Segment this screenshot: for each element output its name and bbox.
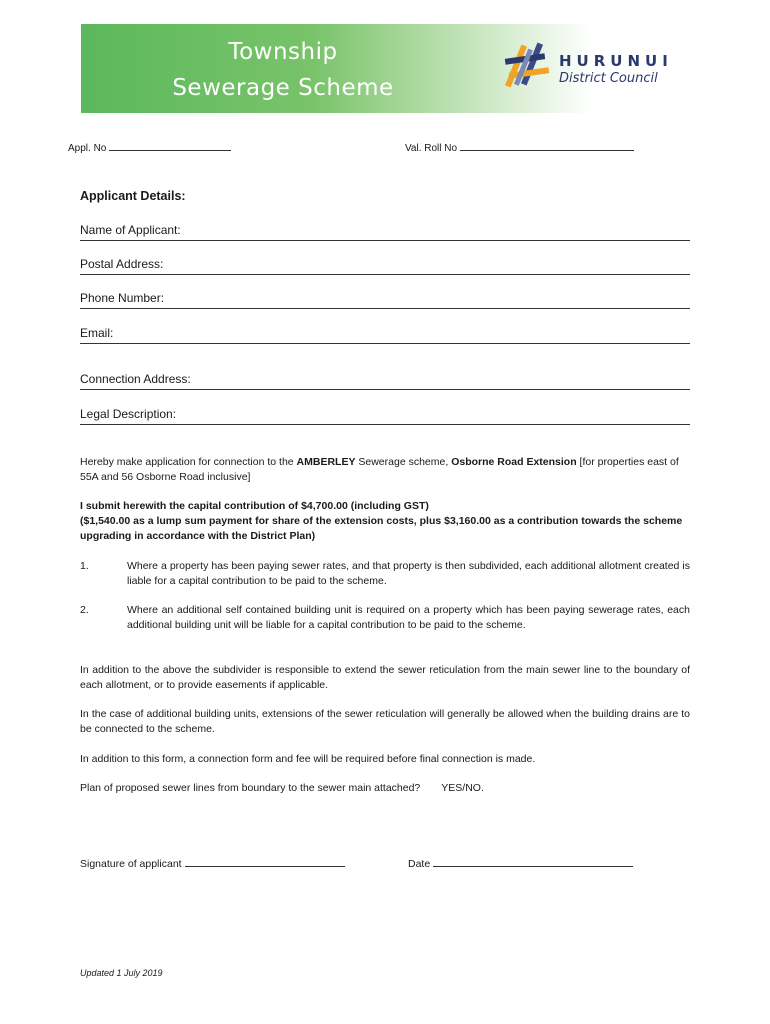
condition-2-text: Where an additional self contained building unit is required on a property which has been paying sewerage rates, each additional building unit will be liable for a capital contribution to be paid to the scheme.	[127, 604, 690, 631]
subdivider-note: In addition to the above the subdivider is responsible to extend the sewer reticulation from the main sewer line to the boundary of each allotment, or to provide easements if applicable.	[80, 664, 690, 691]
footer-updated: Updated 1 July 2019	[80, 968, 163, 978]
name-field[interactable]	[80, 222, 690, 241]
plan-answer[interactable]: YES/NO.	[441, 782, 484, 794]
appl-no-blank[interactable]	[109, 141, 231, 151]
intro-text-3: [for properties east of 55A and 56 Osborne Road inclusive]	[80, 456, 679, 483]
appl-no-field[interactable]	[68, 141, 231, 154]
intro-text-2: Sewerage scheme,	[355, 456, 452, 468]
postal-address-field[interactable]	[80, 256, 690, 275]
scheme-name: AMBERLEY	[296, 456, 356, 468]
council-logo	[499, 38, 684, 100]
plan-question-text: Plan of proposed sewer lines from boundary to the sewer main attached?	[80, 782, 421, 794]
name-label: Name of Applicant:	[80, 223, 181, 237]
phone-field[interactable]	[80, 290, 690, 309]
email-label: Email:	[80, 326, 114, 340]
val-roll-blank[interactable]	[460, 141, 634, 151]
document-title	[163, 34, 403, 106]
intro-text: Hereby make application for connection to the	[80, 456, 297, 468]
legal-description-field[interactable]	[80, 406, 690, 425]
hurunui-logo-icon	[499, 38, 555, 100]
signature-blank[interactable]	[185, 855, 345, 867]
date-label: Date	[408, 858, 431, 870]
condition-2-number: 2.	[80, 604, 89, 616]
contribution-line-1: I submit herewith the capital contribution of $4,700.00 (including GST)	[80, 500, 429, 512]
legal-description-label: Legal Description:	[80, 407, 177, 421]
date-field[interactable]	[408, 855, 633, 870]
phone-label: Phone Number:	[80, 291, 165, 305]
val-roll-label: Val. Roll No	[405, 143, 458, 154]
signature-label: Signature of applicant	[80, 858, 182, 870]
appl-no-label: Appl. No	[68, 143, 107, 154]
application-statement	[80, 455, 690, 485]
title-line-2: Sewerage Scheme	[172, 75, 394, 101]
postal-address-label: Postal Address:	[80, 257, 164, 271]
contribution-line-2: ($1,540.00 as a lump sum payment for share of the extension costs, plus $3,160.00 as a contribution towards the scheme upgrading in accordance with the District Plan)	[80, 515, 683, 542]
logo-subtitle: District Council	[559, 71, 658, 86]
building-units-note: In the case of additional building units, extensions of the sewer reticulation will generally be allowed when the building drains are to be connected to the scheme.	[80, 708, 690, 735]
applicant-heading: Applicant Details:	[80, 189, 186, 203]
date-blank[interactable]	[433, 855, 633, 867]
val-roll-field[interactable]	[405, 141, 634, 154]
connection-address-field[interactable]	[80, 371, 690, 390]
condition-1-number: 1.	[80, 560, 89, 572]
email-field[interactable]	[80, 325, 690, 344]
title-line-1: Township	[228, 39, 338, 65]
condition-1-text: Where a property has been paying sewer rates, and that property is then subdivided, each additional allotment created is liable for a capital contribution to be paid to the scheme.	[127, 560, 690, 587]
extension-name: Osborne Road Extension	[451, 456, 577, 468]
plan-question	[80, 781, 690, 796]
connection-form-note: In addition to this form, a connection form and fee will be required before final connection is made.	[80, 753, 536, 765]
logo-name: HURUNUI	[559, 52, 673, 70]
signature-field[interactable]	[80, 855, 345, 870]
header-banner	[81, 24, 689, 113]
connection-address-label: Connection Address:	[80, 372, 191, 386]
